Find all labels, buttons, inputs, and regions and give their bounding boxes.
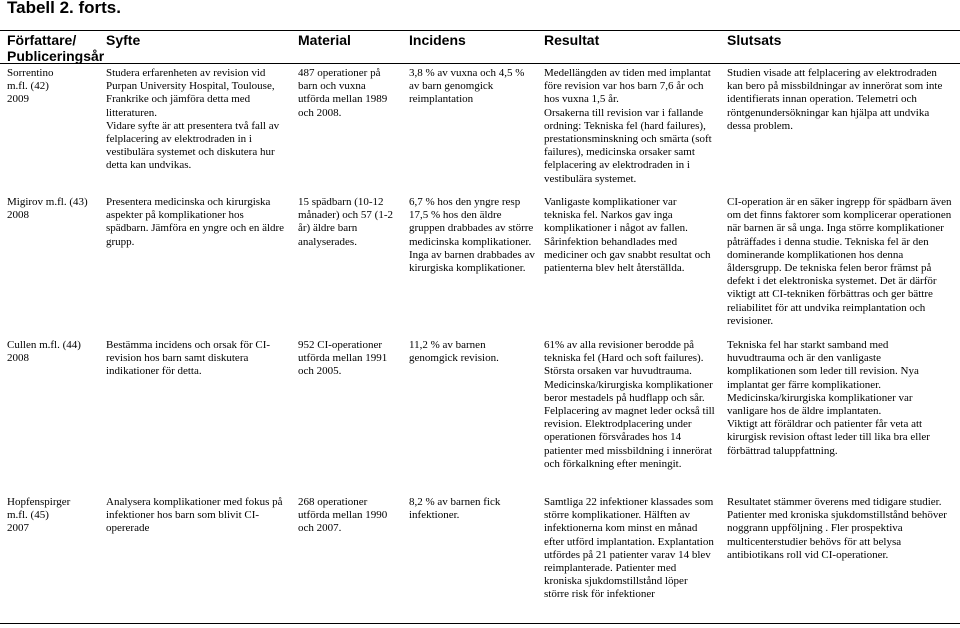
cell-resultat: Samtliga 22 infektioner klassades som större komplikationer. Hälften av infektionerna kom minst en månad efter utförd implantation. Explantation utfördes på 21 patienter varav 14 blev reimplanterade. Patienter med kroniska sjukdomstillstånd löper större risk för infektioner [544, 496, 714, 601]
table-bottom-rule [0, 623, 960, 624]
cell-incidens: 8,2 % av barnen fick infektioner. [409, 496, 501, 522]
header-author: Författare/ Publiceringsår [7, 32, 105, 64]
cell-material: 952 CI-operationer utförda mellan 1991 och 2005. [298, 339, 388, 378]
cell-author: Cullen m.fl. (44) 2008 [7, 339, 81, 365]
cell-incidens: 6,7 % hos den yngre resp 17,5 % hos den äldre gruppen drabbades av större medicinska komplikationer. Inga av barnen drabbades av kirurgiska komplikationer. [409, 196, 535, 275]
cell-slutsats: Studien visade att felplacering av elektrodraden kan bero på missbildningar av innerörat som inte identifierats innan operation. Telemetri och röntgenundersökningar kan hjälpa att undvika dessa problem. [727, 67, 943, 132]
cell-slutsats: Tekniska fel har starkt samband med huvudtrauma och är den vanligaste komplikationen som leder till revision. Nya implantat ger färre komplikationer. Medicinska/kirurgiska komplikationer var vanligare hos de äldre implantaten. Viktigt att föräldrar och patienter får veta att kirurgisk revision oftast leder till lika bra eller förbättrad taluppfattning. [727, 339, 930, 457]
table-header-rule [0, 63, 960, 64]
header-resultat: Resultat [544, 32, 600, 48]
cell-incidens: 3,8 % av vuxna och 4,5 % av barn genomgick reimplantation [409, 67, 525, 106]
cell-material: 268 operationer utförda mellan 1990 och 2007. [298, 496, 388, 535]
cell-resultat: Medellängden av tiden med implantat före revision var hos barn 7,6 år och hos vuxna 1,5 år. Orsakerna till revision var i fallande ordning: Tekniska fel (hard failures), prestationsminskning och smärta (soft failures), medicinska orsaker samt felplacering av elektrodraden in i vestibulära systemet. [544, 67, 712, 185]
cell-material: 487 operationer på barn och vuxna utförda mellan 1989 och 2008. [298, 67, 388, 119]
cell-author: Migirov m.fl. (43) 2008 [7, 196, 88, 222]
page-title: Tabell 2. forts. [7, 0, 121, 17]
cell-syfte: Bestämma incidens och orsak för CI-revision hos barn samt diskutera indikationer för detta. [106, 339, 271, 378]
table-top-rule [0, 30, 960, 31]
cell-resultat: 61% av alla revisioner berodde på tekniska fel (Hard och soft failures). Största orsaken var huvudtrauma. Medicinska/kirurgiska komplikationer beror mestadels på hudflapp och sår. Felplacering av magnet leder också till revision. Elektrodplacering under operationen försvårades hos 14 patienter med missbildning i innerörat och förkalkning efter meningit. [544, 339, 715, 470]
cell-syfte: Studera erfarenheten av revision vid Purpan University Hospital, Toulouse, Frankrike och jämföra detta med litteraturen. Vidare syfte är att presentera två fall av felplacering av elektrodraden in i vestibulära systemet och diskutera hur detta kan undvikas. [106, 67, 280, 172]
header-slutsats: Slutsats [727, 32, 782, 48]
cell-incidens: 11,2 % av barnen genomgick revision. [409, 339, 499, 365]
cell-syfte: Presentera medicinska och kirurgiska aspekter på komplikationer hos spädbarn. Jämföra en yngre och en äldre grupp. [106, 196, 285, 248]
header-material: Material [298, 32, 351, 48]
cell-author: Hopfenspirger m.fl. (45) 2007 [7, 496, 71, 535]
cell-slutsats: CI-operation är en säker ingrepp för spädbarn även om det finns faktorer som komplicerar operationen när barnen är så unga. Inga större komplikationer påträffades i denna studie. Tekniska fel är den dominerande komplikationen hos denna åldersgrupp. De tekniska felen beror främst på defekt i det elektroniska systemet. Det är därför viktigt att CI-tekniken förbättras och ger bättre reliabilitet för att undvika reimplantation och revisioner. [727, 196, 952, 327]
header-syfte: Syfte [106, 32, 141, 48]
cell-syfte: Analysera komplikationer med fokus på infektioner hos barn som blivit CI-opererade [106, 496, 283, 535]
cell-author: Sorrentino m.fl. (42) 2009 [7, 67, 54, 106]
cell-material: 15 spädbarn (10-12 månader) och 57 (1-2 år) äldre barn analyserades. [298, 196, 393, 248]
cell-slutsats: Resultatet stämmer överens med tidigare studier. Patienter med kroniska sjukdomstillstånd behöver noggrann uppföljning . Fler prospektiva multicenterstudier behövs för att belysa antibiotikans roll vid CI-operationer. [727, 496, 947, 561]
cell-resultat: Vanligaste komplikationer var tekniska fel. Narkos gav inga komplikationer i något av fallen. Sårinfektion behandlades med mediciner och gav snabbt resultat och patienterna blev helt återställda. [544, 196, 711, 275]
header-incidens: Incidens [409, 32, 466, 48]
